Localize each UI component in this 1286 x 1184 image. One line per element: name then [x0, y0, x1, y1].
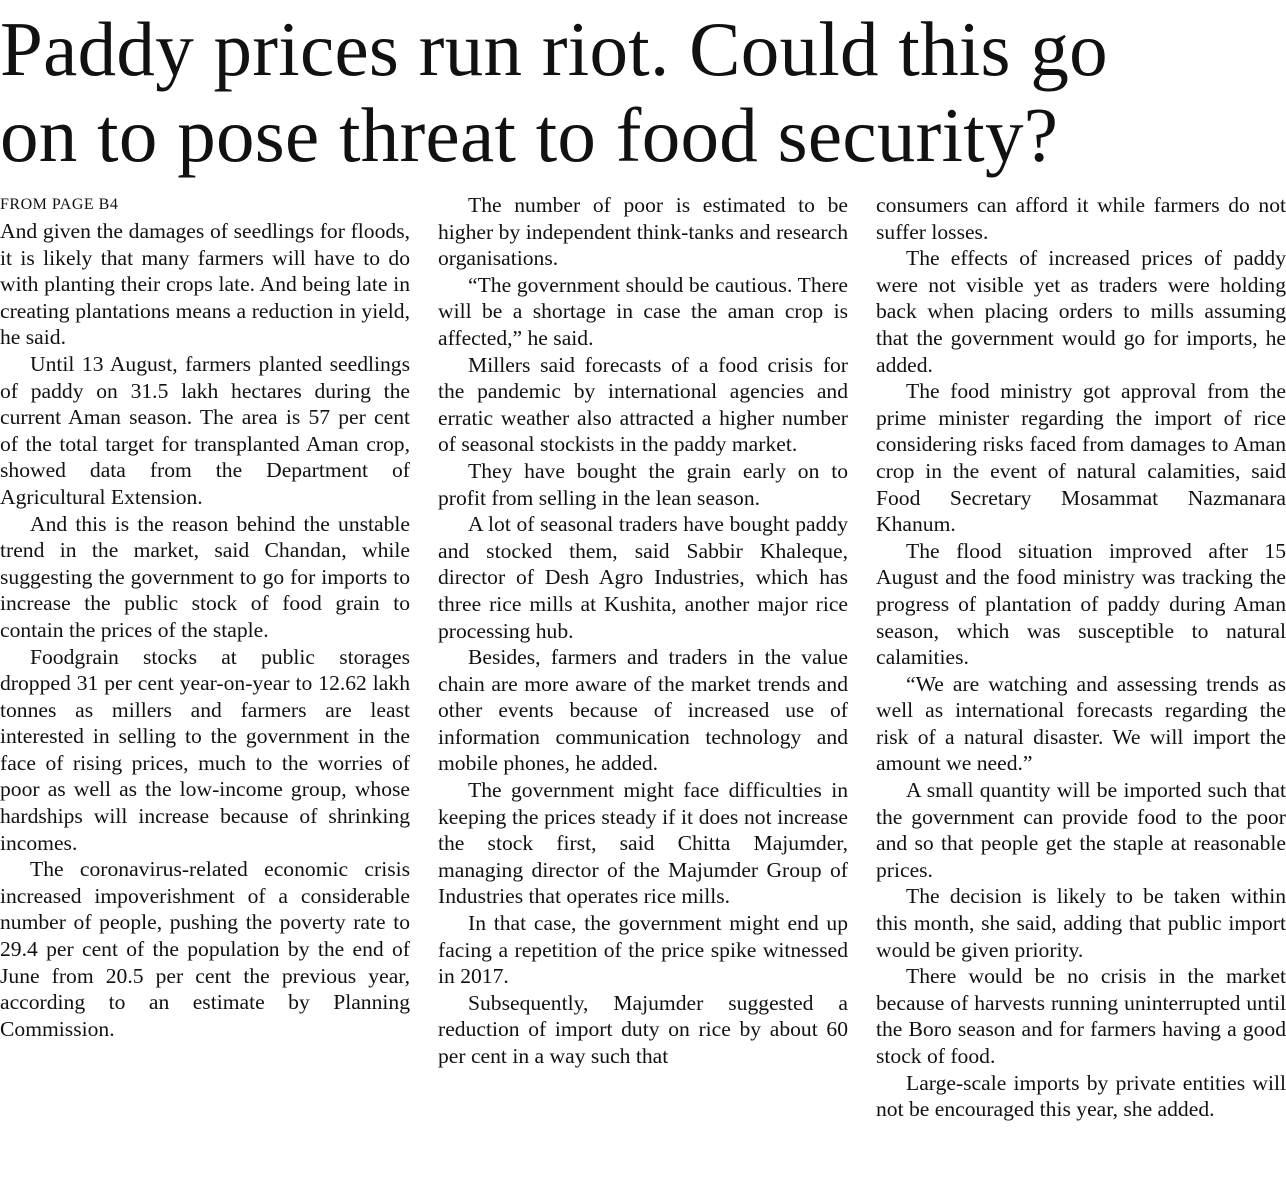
paragraph: The effects of increased prices of paddy were not visible yet as traders were holding back when placing orders to mills assuming that the government would go for imports, he added. — [876, 246, 1286, 377]
paragraph: The flood situation improved after 15 August and the food ministry was tracking the progress of plantation of paddy during Aman season, which was susceptible to natural calamities. — [876, 538, 1286, 670]
paragraph: “We are watching and assessing trends as well as international forecasts regarding the risk of a natural disaster. We will import the amount we need.” — [876, 671, 1286, 776]
paragraph: The government might face difficulties in keeping the prices steady if it does not increase the stock first, said Chitta Majumder, managing director of the Majumder Group of Industries that operates rice mills. — [438, 778, 848, 909]
paragraph: There would be no crisis in the market because of harvests running uninterrupted until the Boro season and for farmers having a good stock of food. — [876, 964, 1286, 1068]
paragraph: And this is the reason behind the unstable trend in the market, said Chandan, while suggesting the government to go for imports to increase the public stock of food grain to contain the prices of the staple. — [0, 511, 410, 642]
paragraph: Subsequently, Majumder suggested a reduction of import duty on rice by about 60 per cent in a way such that — [438, 990, 848, 1068]
paragraph: Millers said forecasts of a food crisis for the pandemic by international agencies and erratic weather also attracted a higher number of seasonal stockists in the paddy market. — [438, 352, 848, 457]
paragraph: Foodgrain stocks at public storages dropped 31 per cent year-on-year to 12.62 lakh tonnes as millers and farmers are least interested in selling to the government in the face of rising prices, much to the worries of poor as well as the low-income group, whose hardships will increase because of shrinking incomes. — [0, 644, 410, 855]
headline-line-1: Paddy prices run riot. Could this go — [0, 6, 1108, 92]
paragraph: And given the damages of seedlings for floods, it is likely that many farmers will have to do with planting their crops late. And being late in creating plantations means a reduction in yield, he said. — [0, 219, 410, 350]
paragraph: Large-scale imports by private entities will not be encouraged this year, she added. — [876, 1070, 1286, 1122]
continuation-kicker: FROM PAGE B4 — [0, 196, 119, 213]
article-column-3 — [876, 192, 1286, 1123]
headline — [0, 6, 1286, 178]
paragraph: A lot of seasonal traders have bought paddy and stocked them, said Sabbir Khaleque, director of Desh Agro Industries, which has three rice mills at Kushita, another major rice processing hub. — [438, 512, 848, 643]
paragraph: Besides, farmers and traders in the value chain are more aware of the market trends and other events because of increased use of information communication technology and mobile phones, he added. — [438, 645, 848, 776]
paragraph: Until 13 August, farmers planted seedlings of paddy on 31.5 lakh hectares during the current Aman season. The area is 57 per cent of the total target for transplanted Aman crop, showed data from the Department of Agricultural Extension. — [0, 351, 410, 509]
paragraph: The decision is likely to be taken within this month, she said, adding that public import would be given priority. — [876, 884, 1286, 962]
article-column-2 — [438, 192, 848, 1070]
paragraph: In that case, the government might end up facing a repetition of the price spike witnessed in 2017. — [438, 911, 848, 989]
paragraph: “The government should be cautious. There will be a shortage in case the aman crop is affected,” he said. — [438, 272, 848, 350]
paragraph: They have bought the grain early on to profit from selling in the lean season. — [438, 458, 848, 510]
article-column-1 — [0, 192, 410, 1042]
headline-line-2: on to pose threat to food security? — [0, 92, 1059, 178]
paragraph: consumers can afford it while farmers do not suffer losses. — [876, 193, 1286, 244]
paragraph: The number of poor is estimated to be higher by independent think-tanks and research organisations. — [438, 193, 848, 271]
paragraph: A small quantity will be imported such that the government can provide food to the poor and so that people get the staple at reasonable prices. — [876, 778, 1286, 882]
paragraph: The food ministry got approval from the prime minister regarding the import of rice considering risks faced from damages to Aman crop in the event of natural calamities, said Food Secretary Mosammat Nazmanara Khanum. — [876, 379, 1286, 537]
paragraph: The coronavirus-related economic crisis increased impoverishment of a considerable number of people, pushing the poverty rate to 29.4 per cent of the population by the end of June from 20.5 per cent the previous year, according to an estimate by Planning Commission. — [0, 857, 410, 1041]
